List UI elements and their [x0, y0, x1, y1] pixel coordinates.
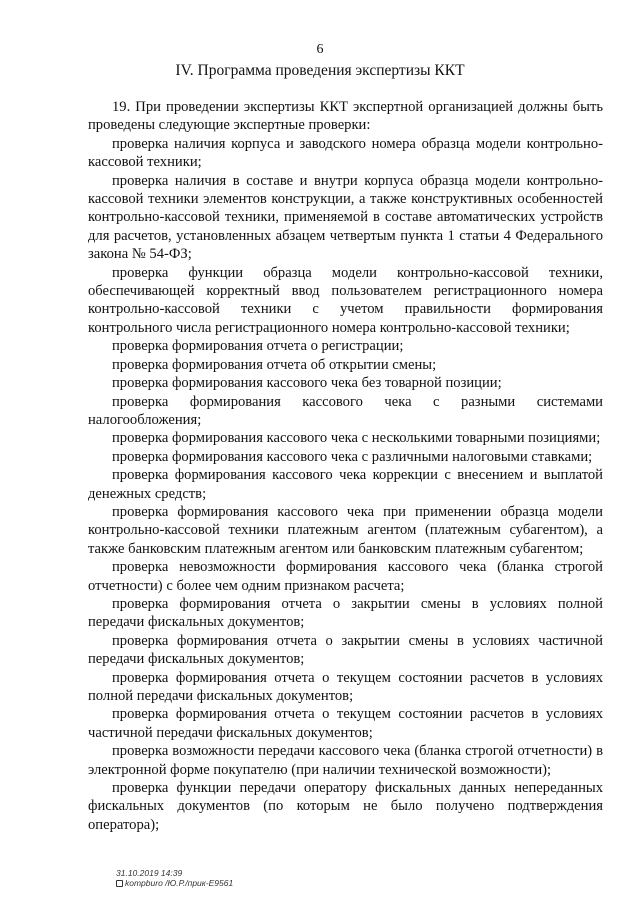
paragraph: проверка формирования кассового чека без товарной позиции; — [112, 375, 502, 392]
document-stamp-icon — [116, 880, 123, 887]
paragraph: 19. При проведении экспертизы ККТ экспертной организацией должны быть проведены следующие экспертные проверки: — [88, 99, 603, 134]
paragraph: проверка возможности передачи кассового чека (бланка строгой отчетности) в электронной форме покупателю (при наличии технической возможности); — [88, 743, 603, 778]
footer-timestamp: 31.10.2019 14:39 — [116, 868, 183, 878]
footer-path: kompburo /Ю.Р./прик-Е9561 — [125, 878, 234, 888]
document-footer — [116, 868, 233, 888]
paragraph: проверка формирования кассового чека при применении образца модели контрольно-кассовой техники платежным агентом (платежным субагентом), а также банковским платежным агентом или банковским платежным субагентом; — [88, 503, 603, 557]
paragraph: проверка формирования кассового чека с различными налоговыми ставками; — [112, 448, 593, 465]
paragraph: проверка формирования кассового чека с разными системами налогообложения; — [88, 393, 603, 428]
paragraph: проверка формирования кассового чека с несколькими товарными позициями; — [112, 430, 601, 447]
paragraph: проверка формирования кассового чека коррекции с внесением и выплатой денежных средств; — [88, 467, 603, 502]
document-body — [88, 98, 603, 834]
section-heading: IV. Программа проведения экспертизы ККТ — [175, 62, 465, 79]
paragraph: проверка формирования отчета о регистрации; — [112, 338, 404, 355]
paragraph: проверка функции образца модели контрольно-кассовой техники, обеспечивающей корректный ввод пользователем регистрационного номера контрольно-кассовой техники с учетом правильности формирования контрольного числа регистрационного номера контрольно-кассовой техники; — [88, 264, 603, 336]
paragraph: проверка формирования отчета о текущем состоянии расчетов в условиях полной передачи фискальных документов; — [88, 669, 603, 704]
paragraph: проверка формирования отчета о текущем состоянии расчетов в условиях частичной передачи фискальных документов; — [88, 706, 603, 741]
paragraph: проверка наличия корпуса и заводского номера образца модели контрольно-кассовой техники; — [88, 135, 603, 171]
paragraph: проверка формирования отчета о закрытии смены в условиях полной передачи фискальных документов; — [88, 595, 603, 631]
page-number: 6 — [316, 42, 324, 57]
paragraph: проверка функции передачи оператору фискальных данных непереданных фискальных документов (по которым не было получено подтверждения оператора); — [88, 780, 603, 833]
paragraph: проверка формирования отчета о закрытии смены в условиях частичной передачи фискальных документов; — [88, 632, 603, 668]
paragraph: проверка невозможности формирования кассового чека (бланка строгой отчетности) с более чем одним признаком расчета; — [88, 559, 603, 594]
paragraph: проверка наличия в составе и внутри корпуса образца модели контрольно-кассовой техники элементов конструкции, а также конструктивных особенностей контрольно-кассовой техники, применяемой в составе автоматических устройств для расчетов, установленных абзацем четвертым пункта 1 статьи 4 Федерального закона № 54-ФЗ; — [88, 172, 603, 263]
paragraph: проверка формирования отчета об открытии смены; — [112, 356, 437, 373]
